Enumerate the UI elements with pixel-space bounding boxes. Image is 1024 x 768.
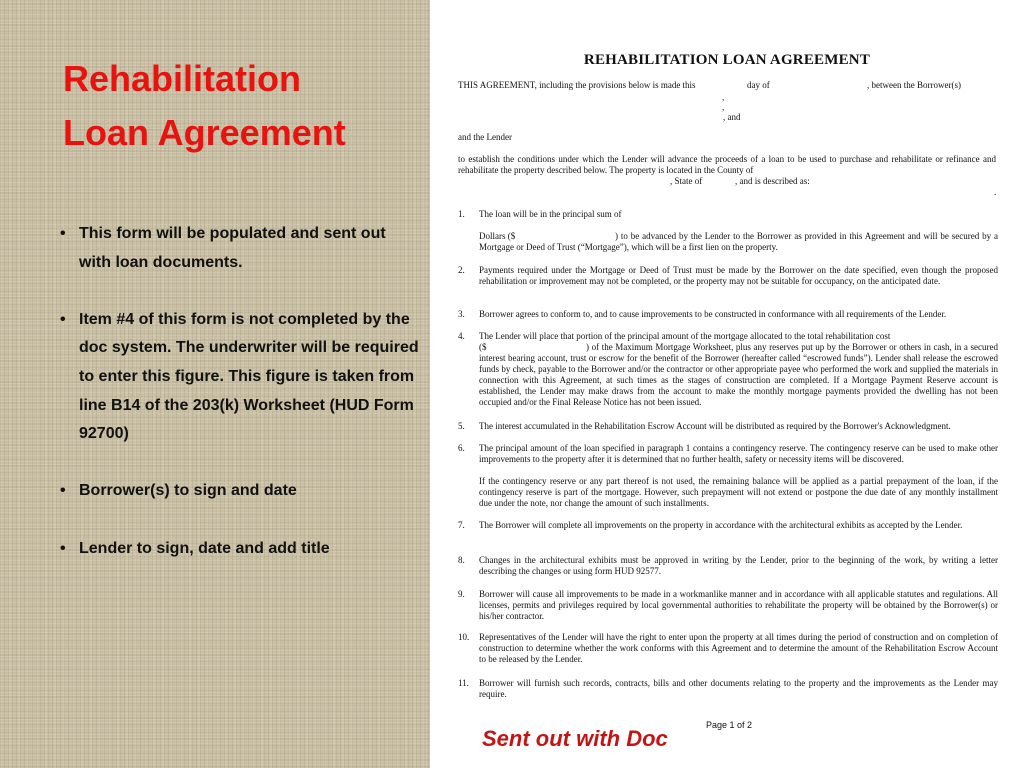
item-1-number: 1. <box>458 209 465 219</box>
intro-between-borrower: , between the Borrower(s) <box>867 80 961 90</box>
state-of: , State of <box>670 176 703 186</box>
slide-title-line-2: Loan Agreement <box>63 112 346 153</box>
slide-title <box>63 52 346 160</box>
intro-day-of: day of <box>747 80 770 90</box>
item-9-text: Borrower will cause all improvements to be made in a workmanlike manner and in accordance with all applicable statutes and regulations. All licenses, permits and privileges required by local governmental authorities to rehabilitate the property will be obtained by the Borrower(s) or his/her contractor. <box>479 589 998 621</box>
slide-title-line-1: Rehabilitation <box>63 58 302 99</box>
item-4-text: The Lender will place that portion of the principal amount of the mortgage allocated to the total rehabilitation cost <box>479 331 891 341</box>
purpose-period: . <box>994 187 997 197</box>
bullet-item-4: • Item #4 of this form is not completed by the doc system. The underwriter will be required to enter this figure. This figure is taken from line B14 of the 203(k) Worksheet (HUD Form 92700) <box>60 306 420 449</box>
intro-lender: and the Lender <box>458 132 512 142</box>
item-8-text: Changes in the architectural exhibits must be approved in writing by the Lender, prior to the beginning of the work, by writing a letter describing the changes or using form HUD 92577. <box>479 555 998 576</box>
item-3-text: Borrower agrees to conform to, and to cause improvements to be constructed in conformance with all requirements of the Lender. <box>479 309 947 319</box>
linen-background-panel <box>0 0 430 768</box>
item-11-text: Borrower will furnish such records, contracts, bills and other documents relating to the property and the improvements as the Lender may require. <box>479 678 998 699</box>
item-4-cont: ) of the Maximum Mortgage Worksheet, plus any reserves put up by the Borrower or others in cash, in a secured interest bearing account, trust or escrow for the benefit of the Borrower (hereafter called “escrowed funds”). Lender shall release the escrowed funds by check, payable to the Borrower and/or the contractor or other appropriate payee who performed the work and supplied the materials in connection with this Agreement, at such times as the stages of construction are completed. If a Mortgage Payment Reserve account is established, the Lender may make draws from the account to make the monthly mortgage payments provided the dwelling has not been occupied and/or the Final Release Notice has not been issued. <box>479 342 998 407</box>
sent-out-caption: Sent out with Doc <box>482 726 668 751</box>
intro-and: , and <box>723 112 741 122</box>
item-5-text: The interest accumulated in the Rehabilitation Escrow Account will be distributed as required by the Borrower's Acknowledgment. <box>479 421 951 431</box>
item-10-number: 10. <box>458 632 470 642</box>
item-2-text: Payments required under the Mortgage or Deed of Trust must be made by the Borrower on the date specified, even though the proposed rehabilitation or improvement may not be completed, or the property may not be suitable for occupancy, on the anticipated date. <box>479 265 998 286</box>
bullet-lender-sign: • Lender to sign, date and add title <box>60 535 420 564</box>
item-6-contingency: If the contingency reserve or any part thereof is not used, the remaining balance will be applied as a partial prepayment of the loan, if the contingency reserve is part of the mortgage. However, such prepayment will not extend or postpone the due date of any monthly installment due under the note, nor change the amount of such installments. <box>479 476 998 508</box>
item-6-number: 6. <box>458 443 465 453</box>
page-number: Page 1 of 2 <box>706 720 753 730</box>
bullet-borrower-sign: • Borrower(s) to sign and date <box>60 477 420 506</box>
item-11-number: 11. <box>458 678 469 688</box>
purpose-paragraph: to establish the conditions under which the Lender will advance the proceeds of a loan to be used to purchase and rehabilitate or refinance and rehabilitate the property described below. The property is located in the County of <box>458 154 996 175</box>
item-2-number: 2. <box>458 265 465 275</box>
item-7-text: The Borrower will complete all improvements on the property in accordance with the architectural exhibits as accepted by the Lender. <box>479 520 963 530</box>
described-as: , and is described as: <box>735 176 810 186</box>
item-4-amount: ($ <box>479 342 487 352</box>
intro-text: THIS AGREEMENT, including the provisions below is made this <box>458 80 696 90</box>
item-7-number: 7. <box>458 520 465 530</box>
item-3-number: 3. <box>458 309 465 319</box>
intro-comma-2: , <box>722 102 725 112</box>
item-10-text: Representatives of the Lender will have the right to enter upon the property at all times during the period of construction and on completion of construction to determine whether the work conforms with this Agreement and to determine the amount of the Rehabilitation Escrow Account to be released by the Lender. <box>479 632 998 664</box>
item-1-text: The loan will be in the principal sum of <box>479 209 622 219</box>
item-8-number: 8. <box>458 555 465 565</box>
document-title: REHABILITATION LOAN AGREEMENT <box>583 52 871 68</box>
item-1-cont: ) to be advanced by the Lender to the Borrower as provided in this Agreement and will be secured by a Mortgage or Deed of Trust (“Mortgage”), which will be a first lien on the property. <box>479 231 998 252</box>
intro-comma-1: , <box>722 92 725 102</box>
item-5-number: 5. <box>458 421 465 431</box>
item-9-number: 9. <box>458 589 465 599</box>
item-4-number: 4. <box>458 331 465 341</box>
bullet-populated: • This form will be populated and sent out with loan documents. <box>60 220 420 277</box>
item-1-dollars: Dollars ($ <box>479 231 516 241</box>
document-page <box>430 0 1024 768</box>
bullet-list <box>60 220 420 592</box>
item-6-text: The principal amount of the loan specified in paragraph 1 contains a contingency reserve. The contingency reserve can be used to make other improvements to the property after it is determined that no further health, safety or necessity items will be discovered. <box>479 443 998 464</box>
